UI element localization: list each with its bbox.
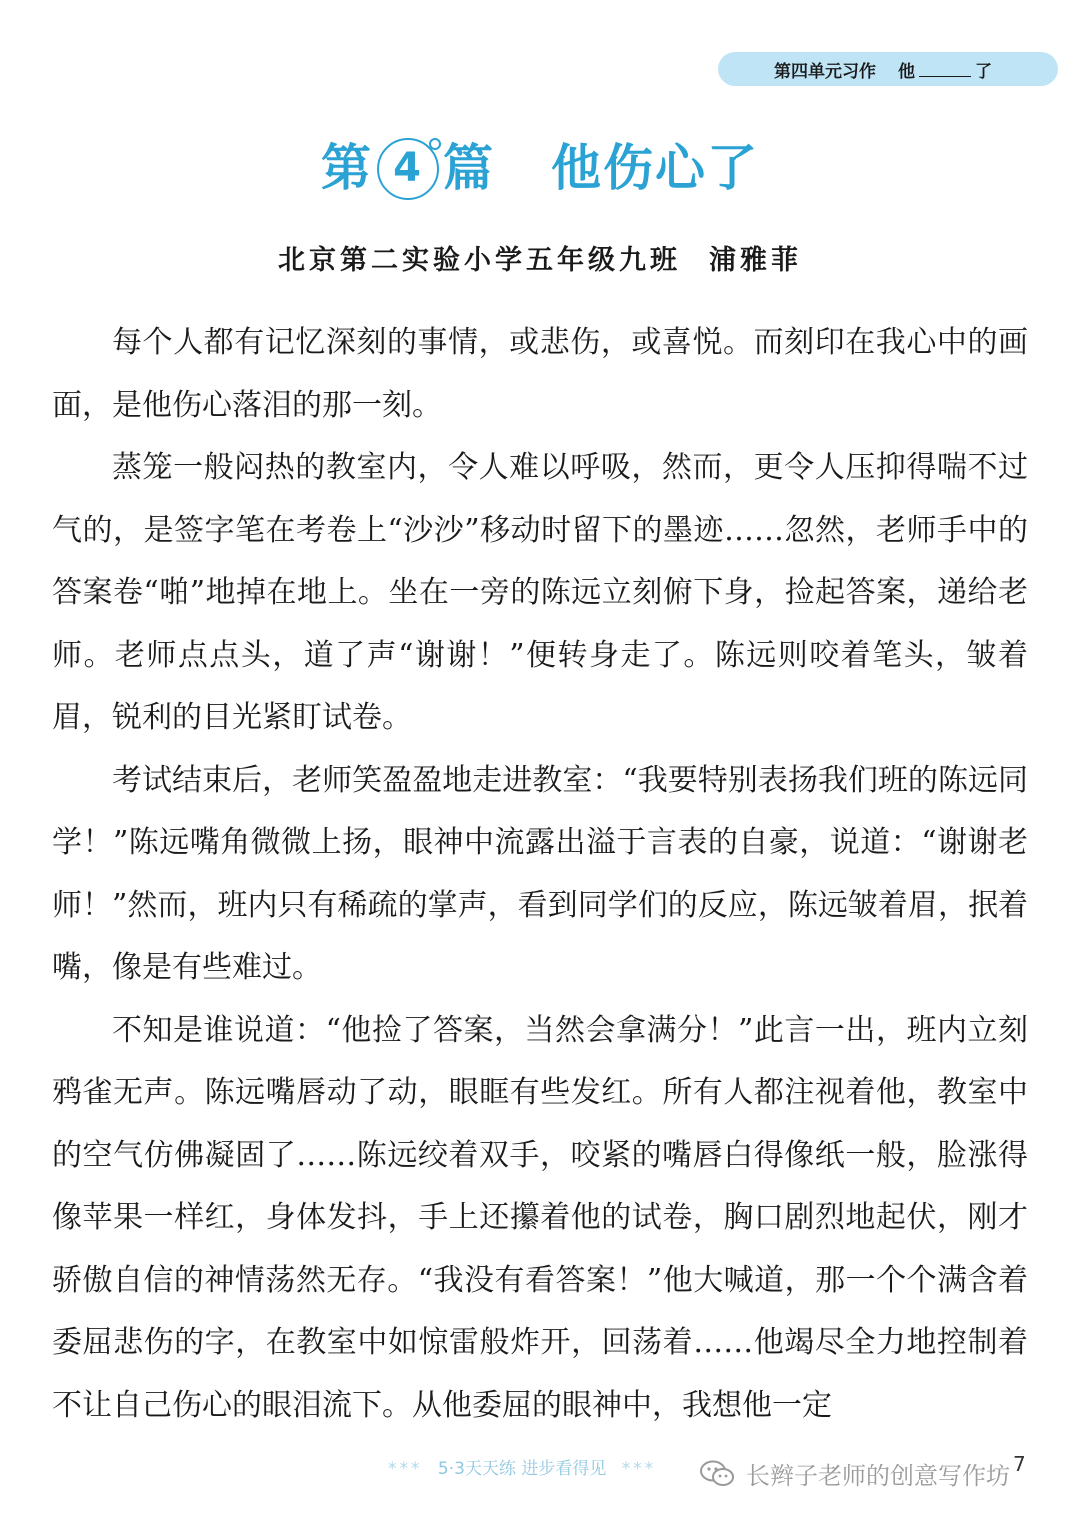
article-title <box>0 128 1080 200</box>
paragraph: 每个人都有记忆深刻的事情，或悲伤，或喜悦。而刻印在我心中的画面，是他伤心落泪的那一刻。 <box>52 325 1028 423</box>
watermark-text: 长辫子老师的创意写作坊 <box>746 1462 1010 1490</box>
footer-slogan <box>388 1454 656 1479</box>
footer-stars-right: *** <box>621 1459 657 1479</box>
paragraph: 考试结束后，老师笑盈盈地走进教室：“我要特别表扬我们班的陈远同学！”陈远嘴角微微上扬，眼神中流露出溢于言表的自豪，说道：“谢谢老师！”然而，班内只有稀疏的掌声，看到同学们的反应，陈远皱着眉，抿着嘴，像是有些难过。 <box>52 762 1028 985</box>
page-number: 7 <box>1013 1452 1026 1476</box>
title-prefix: 第 <box>321 139 373 197</box>
unit-header-tab <box>718 52 1058 86</box>
unit-prompt-end: 了 <box>975 61 992 82</box>
title-number-badge: 4 <box>377 138 439 200</box>
author-school: 北京第二实验小学五年级九班 <box>278 245 681 276</box>
watermark <box>700 1456 1010 1491</box>
footer-slogan-text: 5·3天天练 进步看得见 <box>437 1459 607 1479</box>
unit-prompt-start: 他 <box>898 61 915 82</box>
author-name: 浦雅菲 <box>709 245 802 276</box>
unit-prompt-blank <box>919 62 971 77</box>
wechat-icon <box>700 1460 734 1488</box>
footer-stars-left: *** <box>388 1459 423 1479</box>
paragraph: 蒸笼一般闷热的教室内，令人难以呼吸，然而，更令人压抑得喘不过气的，是签字笔在考卷上“沙沙”移动时留下的墨迹……忽然，老师手中的答案卷“啪”地掉在地上。坐在一旁的陈远立刻俯下身，捡起答案，递给老师。老师点点头，道了声“谢谢！”便转身走了。陈远则咬着笔头，皱着眉，锐利的目光紧盯试卷。 <box>52 450 1028 735</box>
title-text: 他伤心了 <box>551 139 759 197</box>
article-body <box>52 312 1028 1437</box>
author-line <box>0 238 1080 277</box>
paragraph: 不知是谁说道：“他捡了答案，当然会拿满分！”此言一出，班内立刻鸦雀无声。陈远嘴唇动了动，眼眶有些发红。所有人都注视着他，教室中的空气仿佛凝固了……陈远绞着双手，咬紧的嘴唇白得像纸一般，脸涨得像苹果一样红，身体发抖，手上还攥着他的试卷，胸口剧烈地起伏，刚才骄傲自信的神情荡然无存。“我没有看答案！”他大喊道，那一个个满含着委屈悲伤的字，在教室中如惊雷般炸开，回荡着……他竭尽全力地控制着不让自己伤心的眼泪流下。从他委屈的眼神中，我想他一定 <box>52 1012 1028 1423</box>
unit-label: 第四单元习作 <box>774 61 876 82</box>
title-suffix: 篇 <box>443 139 495 197</box>
